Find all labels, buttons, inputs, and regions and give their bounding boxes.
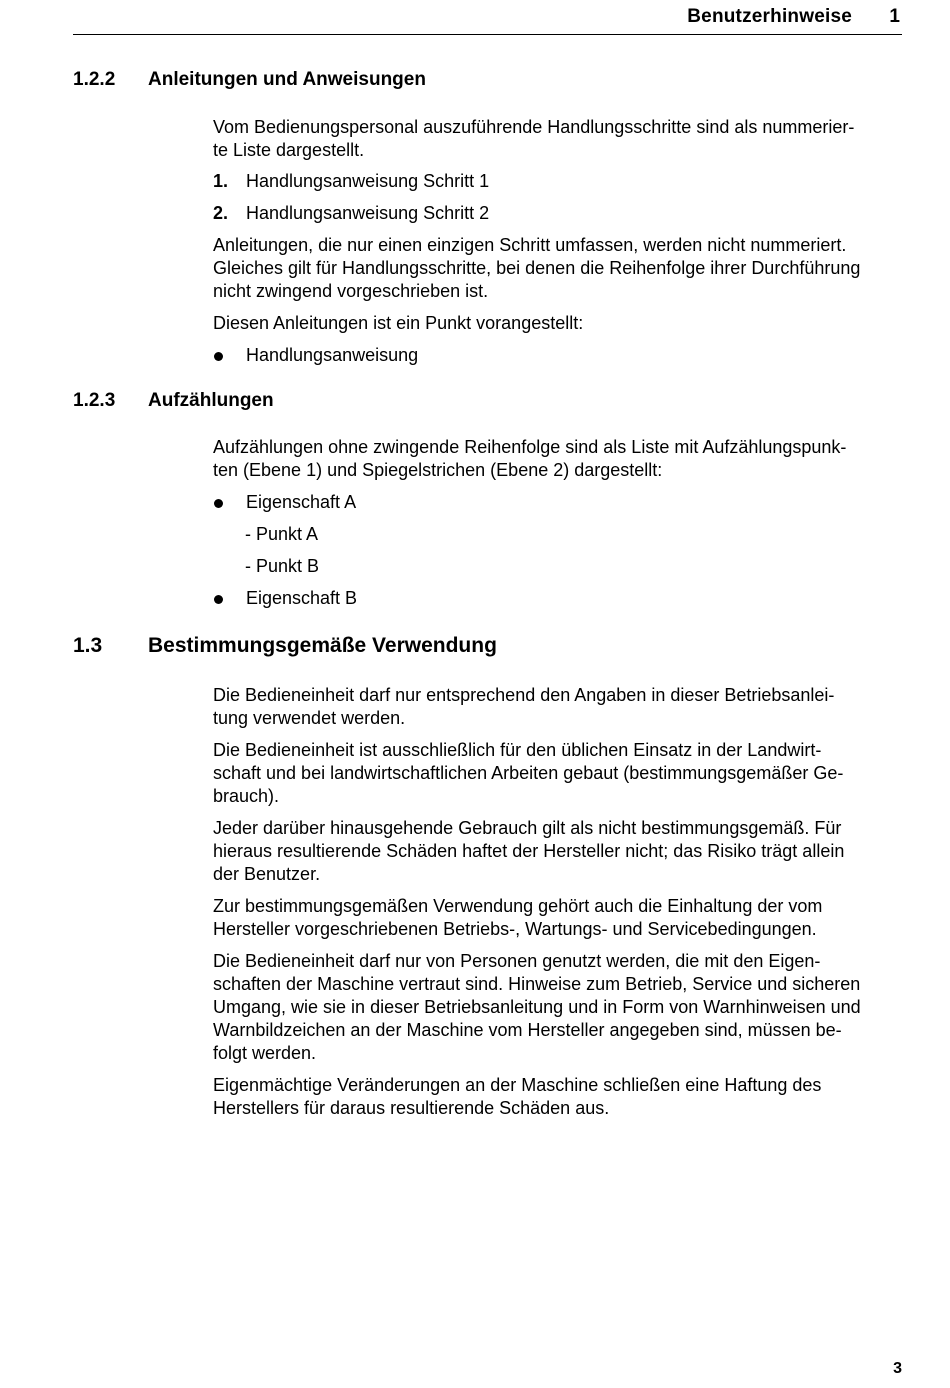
text-line: der Benutzer. [213,864,321,884]
paragraph [213,684,903,730]
text-line: brauch). [213,786,280,806]
text-line: Anleitungen, die nur einen einzigen Schritt umfassen, werden nicht nummeriert. [213,235,847,255]
text-line: Gleiches gilt für Handlungsschritte, bei denen die Reihenfolge ihrer Durchführung [213,258,861,278]
text-line: schaft und bei landwirtschaftlichen Arbeiten gebaut (bestimmungsgemäßer Ge- [213,763,844,783]
paragraph [213,739,903,808]
text-line: Die Bedieneinheit ist ausschließlich für den üblichen Einsatz in der Landwirt- [213,740,822,760]
list-item-text: Handlungsanweisung [246,345,419,365]
section-number: 1.3 [73,634,103,657]
text-line: Zur bestimmungsgemäßen Verwendung gehört auch die Einhaltung der vom [213,896,823,916]
text-line: nicht zwingend vorgeschrieben ist. [213,281,489,301]
text-line: schaften der Maschine vertraut sind. Hinweise zum Betrieb, Service und sicheren [213,974,861,994]
list-item-text: Handlungsanweisung Schritt 1 [246,171,490,191]
running-header [73,4,902,35]
paragraph [213,817,903,886]
list-item-text: Eigenschaft A [246,492,357,512]
section-heading-1-3 [73,634,497,658]
text-line: Aufzählungen ohne zwingende Reihenfolge sind als Liste mit Aufzählungspunk- [213,437,847,457]
section-number: 1.2.3 [73,390,116,411]
bullet-icon [214,352,223,361]
section-title: Aufzählungen [148,390,274,411]
sub-list-item: - Punkt A [245,524,319,544]
text-line: Die Bedieneinheit darf nur entsprechend den Angaben in dieser Betriebsanlei- [213,685,835,705]
header-title: Benutzerhinweise [687,6,852,27]
section-title: Anleitungen und Anweisungen [148,69,426,90]
list-number: 2. [213,203,229,223]
text-line: te Liste dargestellt. [213,140,365,160]
section-heading-1-2-3 [73,390,274,412]
section-title: Bestimmungsgemäße Verwendung [148,634,497,657]
text-line: ten (Ebene 1) und Spiegelstrichen (Ebene 2) dargestellt: [213,460,663,480]
section-heading-1-2-2 [73,69,426,91]
text-line: tung verwendet werden. [213,708,406,728]
text-line: Eigenmächtige Veränderungen an der Maschine schließen eine Haftung des [213,1075,822,1095]
text-line: Herstellers für daraus resultierende Schäden aus. [213,1098,610,1118]
bullet-icon [214,595,223,604]
text-line: folgt werden. [213,1043,317,1063]
text-line: Warnbildzeichen an der Maschine vom Hersteller angegeben sind, müssen be- [213,1020,842,1040]
paragraph-intro-numbered-list [213,116,903,162]
paragraph-bullet-intro [213,312,903,335]
paragraph [213,895,903,941]
paragraph-enumeration-intro [213,436,903,482]
text-line: Diesen Anleitungen ist ein Punkt vorangestellt: [213,313,584,333]
text-line: Die Bedieneinheit darf nur von Personen genutzt werden, die mit den Eigen- [213,951,821,971]
sub-list-item: - Punkt B [245,556,320,576]
page-number: 3 [893,1360,902,1377]
paragraph-single-step [213,234,903,303]
text-line: Vom Bedienungspersonal auszuführende Handlungsschritte sind als nummerier- [213,117,855,137]
text-line: hieraus resultierende Schäden haftet der Hersteller nicht; das Risiko trägt allein [213,841,845,861]
list-item-text: Eigenschaft B [246,588,358,608]
paragraph [213,950,903,1065]
paragraph [213,1074,903,1120]
text-line: Umgang, wie sie in dieser Betriebsanleitung und in Form von Warnhinweisen und [213,997,861,1017]
list-item-text: Handlungsanweisung Schritt 2 [246,203,490,223]
section-number: 1.2.2 [73,69,116,90]
text-line: Jeder darüber hinausgehende Gebrauch gilt als nicht bestimmungsgemäß. Für [213,818,842,838]
list-number: 1. [213,171,229,191]
header-chapter-number: 1 [889,6,900,27]
text-line: Hersteller vorgeschriebenen Betriebs-, Wartungs- und Servicebedingungen. [213,919,817,939]
bullet-icon [214,499,223,508]
